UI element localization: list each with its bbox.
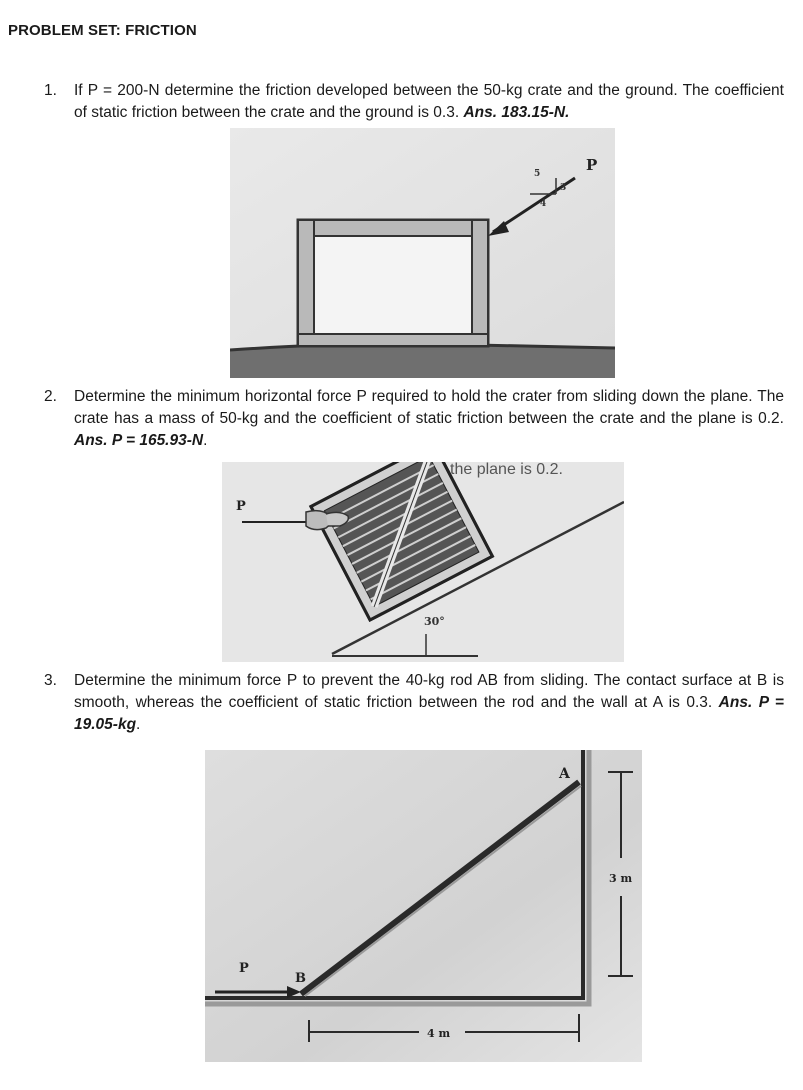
problem-number: 3. [44,672,57,689]
point-a-label: A [559,766,570,782]
problem-number: 1. [44,82,57,99]
problem-text: Determine the minimum horizontal force P required to hold the crater from sliding down the plane. The crate has a mass of 50-kg and the coefficient of static friction between the crate and the plane is 0.2. [74,388,784,427]
problem-answer: Ans. P = 19.05-kg [74,694,784,733]
problem-text: If P = 200-N determine the friction developed between the 50-kg crate and the ground. The coefficient of static friction between the crate and the ground is 0.3. [74,82,784,121]
figure-2-crate-on-incline [222,462,624,662]
force-label: P [586,156,598,174]
answer-period: . [203,432,208,449]
ground-hatch [230,344,615,378]
angle-label: 30° [424,615,445,628]
problem-answer: Ans. 183.15-N. [463,104,570,121]
height-label: 3 m [609,872,633,885]
slope-hyp-label: 5 [534,169,541,179]
problem-text: Determine the minimum force P to prevent the 40-kg rod AB from sliding. The contact surface at B is smooth, whereas the coefficient of static friction between the rod and the wall at A is 0.3. [74,672,784,711]
problem-3 [44,670,784,736]
crate-icon [298,220,488,346]
answer-period: . [136,716,141,733]
figure-3-rod-against-wall [205,750,642,1062]
width-label: 4 m [427,1027,451,1040]
slope-run-label: 4 [540,199,547,209]
force-label: P [239,961,249,976]
figure-1-crate-on-ground [230,128,615,378]
problem-answer: Ans. P = 165.93-N [74,432,204,449]
cropped-text: the plane is 0.2. [450,462,563,478]
force-label: P [236,499,246,514]
problem-1 [44,80,784,124]
problem-number: 2. [44,388,57,405]
problem-2 [44,386,784,452]
slope-rise-label: 3 [560,183,567,193]
page-title: PROBLEM SET: FRICTION [8,22,197,39]
point-b-label: B [295,971,306,986]
